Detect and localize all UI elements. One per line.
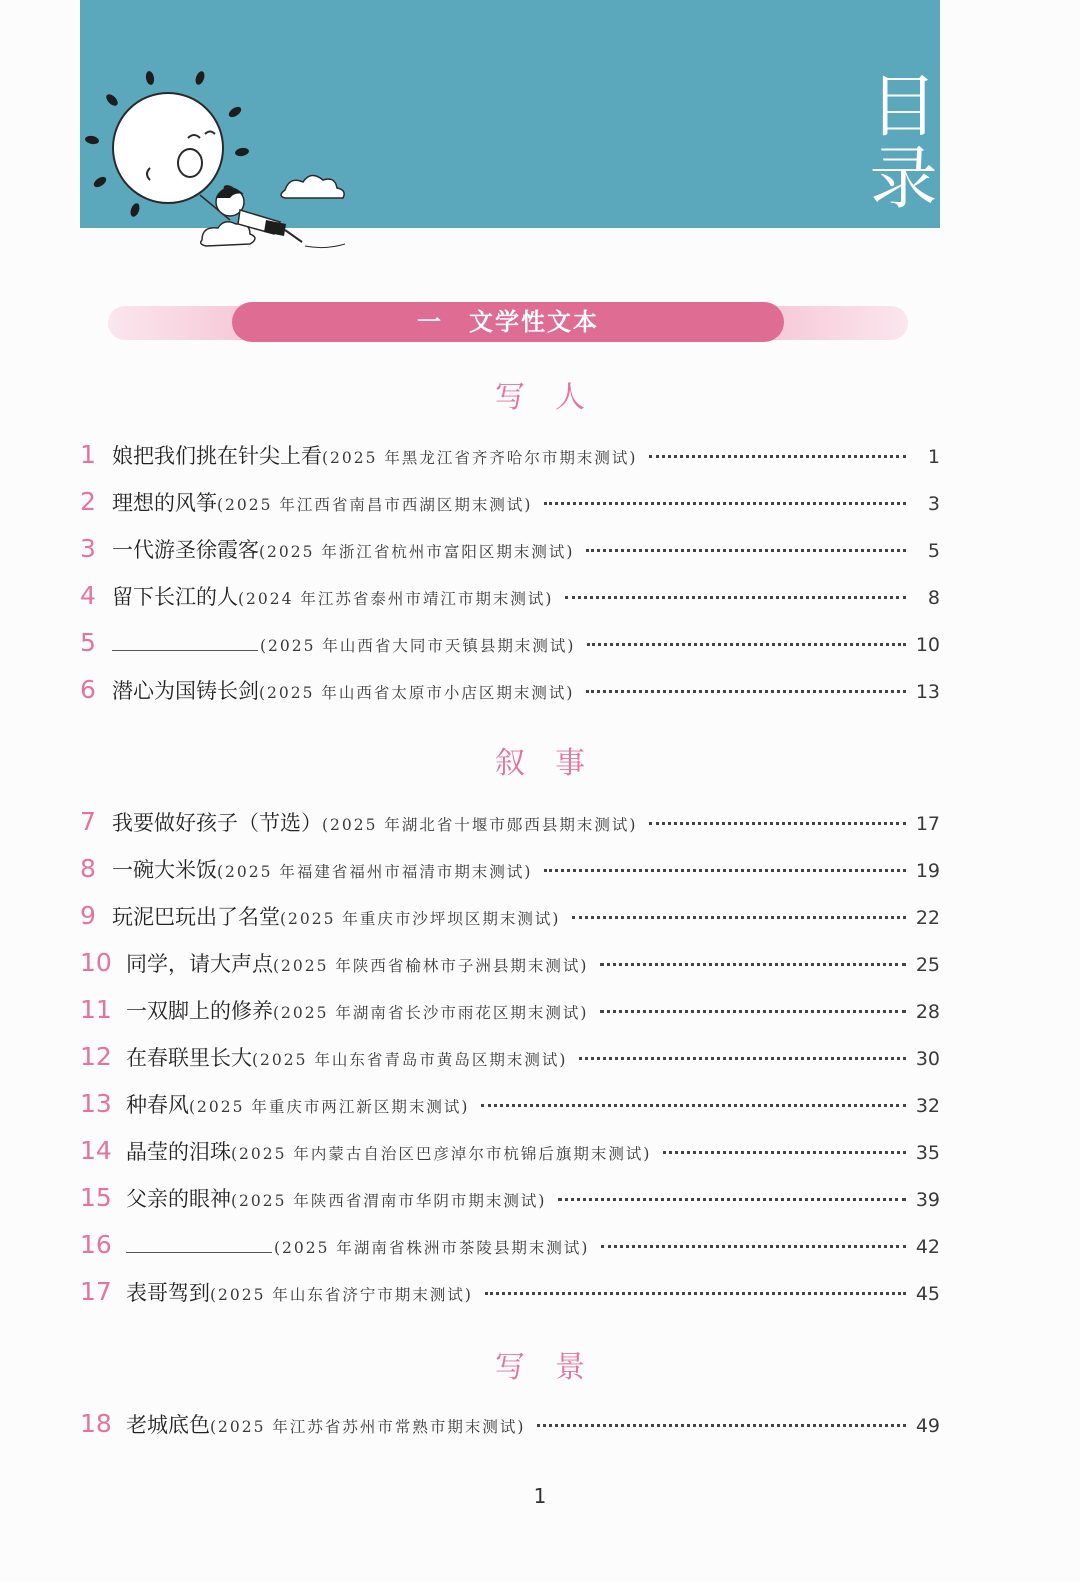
toc-entry[interactable] xyxy=(80,1183,940,1217)
category-heading-xushi: 叙事 xyxy=(495,746,615,781)
entry-title: 同学，请大声点 xyxy=(126,952,273,976)
leader-dots xyxy=(537,1424,906,1427)
leader-dots xyxy=(572,916,906,919)
category-heading-xiejing: 写景 xyxy=(495,1350,615,1385)
toc-entry[interactable] xyxy=(80,1230,940,1264)
entry-page: 25 xyxy=(915,954,940,976)
toc-entry[interactable] xyxy=(80,581,940,615)
entry-number: 14 xyxy=(80,1136,112,1165)
entry-number: 8 xyxy=(80,854,96,883)
entry-source: (2025 年黑龙江省齐齐哈尔市期末测试) xyxy=(322,449,638,467)
entry-source: (2025 年山西省大同市天镇县期末测试) xyxy=(260,637,576,655)
entry-source: (2025 年江西省南昌市西湖区期末测试) xyxy=(217,496,533,514)
page-number: 1 xyxy=(533,1484,547,1508)
entry-number: 1 xyxy=(80,440,96,469)
entry-source: (2025 年湖南省株洲市茶陵县期末测试) xyxy=(274,1239,590,1257)
entry-number: 16 xyxy=(80,1230,112,1259)
entry-source: (2025 年山东省青岛市黄岛区期末测试) xyxy=(252,1051,568,1069)
entry-page: 10 xyxy=(915,634,940,656)
category-heading-xieren: 写人 xyxy=(495,380,615,415)
entry-source: (2025 年陕西省渭南市华阴市期末测试) xyxy=(231,1192,547,1210)
entry-source: (2025 年山东省济宁市期末测试) xyxy=(210,1286,473,1304)
entry-number: 10 xyxy=(80,948,112,977)
section-title: 一 文学性文本 xyxy=(232,302,784,342)
title-blank-line[interactable] xyxy=(126,1230,272,1253)
entry-source: (2025 年湖北省十堰市郧西县期末测试) xyxy=(322,816,638,834)
toc-entry[interactable] xyxy=(80,901,940,935)
entry-title: 晶莹的泪珠 xyxy=(126,1140,231,1164)
entry-title: 我要做好孩子（节选） xyxy=(112,811,322,835)
toc-entry[interactable] xyxy=(80,807,940,841)
toc-entry[interactable] xyxy=(80,628,940,662)
leader-dots xyxy=(600,1010,906,1013)
entry-source: (2025 年浙江省杭州市富阳区期末测试) xyxy=(259,543,575,561)
entry-source: (2025 年山西省太原市小店区期末测试) xyxy=(259,684,575,702)
leader-dots xyxy=(586,690,906,693)
entry-number: 2 xyxy=(80,487,96,516)
entry-number: 3 xyxy=(80,534,96,563)
section-banner xyxy=(108,302,908,344)
entry-number: 18 xyxy=(80,1409,112,1438)
entry-source: (2025 年内蒙古自治区巴彦淖尔市杭锦后旗期末测试) xyxy=(231,1145,652,1163)
leader-dots xyxy=(586,549,906,552)
entry-page: 1 xyxy=(927,446,940,468)
toc-entry[interactable] xyxy=(80,854,940,888)
entry-title: 一双脚上的修养 xyxy=(126,999,273,1023)
sun-child-illustration xyxy=(80,60,370,260)
leader-dots xyxy=(663,1151,906,1154)
entry-number: 6 xyxy=(80,675,96,704)
entry-title: 理想的风筝 xyxy=(112,491,217,515)
entry-title: 父亲的眼神 xyxy=(126,1187,231,1211)
leader-dots xyxy=(600,963,906,966)
entry-page: 45 xyxy=(915,1283,940,1305)
entry-title: 娘把我们挑在针尖上看 xyxy=(112,444,322,468)
entry-page: 28 xyxy=(915,1001,940,1023)
leader-dots xyxy=(579,1057,906,1060)
entry-source: (2025 年重庆市两江新区期末测试) xyxy=(189,1098,470,1116)
entry-title: 在春联里长大 xyxy=(126,1046,252,1070)
leader-dots xyxy=(601,1245,906,1248)
entry-source: (2025 年福建省福州市福清市期末测试) xyxy=(217,863,533,881)
toc-entry[interactable] xyxy=(80,440,940,474)
entry-title: 一碗大米饭 xyxy=(112,858,217,882)
toc-entry[interactable] xyxy=(80,1409,940,1443)
entry-source: (2024 年江苏省泰州市靖江市期末测试) xyxy=(238,590,554,608)
page-title: 目录 xyxy=(858,70,937,214)
toc-entry[interactable] xyxy=(80,534,940,568)
leader-dots xyxy=(485,1292,906,1295)
entry-number: 13 xyxy=(80,1089,112,1118)
entry-title: 一代游圣徐霞客 xyxy=(112,538,259,562)
entry-title: 玩泥巴玩出了名堂 xyxy=(112,905,280,929)
toc-entry[interactable] xyxy=(80,1136,940,1170)
entry-number: 9 xyxy=(80,901,96,930)
entry-page: 39 xyxy=(915,1189,940,1211)
entry-source: (2025 年陕西省榆林市子洲县期末测试) xyxy=(273,957,589,975)
leader-dots xyxy=(481,1104,906,1107)
entry-page: 19 xyxy=(915,860,940,882)
entry-page: 22 xyxy=(915,907,940,929)
toc-entry[interactable] xyxy=(80,487,940,521)
entry-page: 49 xyxy=(915,1415,940,1437)
toc-entry[interactable] xyxy=(80,995,940,1029)
entry-source: (2025 年湖南省长沙市雨花区期末测试) xyxy=(273,1004,589,1022)
entry-number: 17 xyxy=(80,1277,112,1306)
entry-number: 15 xyxy=(80,1183,112,1212)
entry-number: 5 xyxy=(80,628,96,657)
entry-source: (2025 年重庆市沙坪坝区期末测试) xyxy=(280,910,561,928)
entry-title: 潜心为国铸长剑 xyxy=(112,679,259,703)
entry-page: 30 xyxy=(915,1048,940,1070)
entry-title: 表哥驾到 xyxy=(126,1281,210,1305)
leader-dots xyxy=(544,502,906,505)
toc-entry[interactable] xyxy=(80,1089,940,1123)
entry-page: 35 xyxy=(915,1142,940,1164)
entry-page: 32 xyxy=(915,1095,940,1117)
entry-source: (2025 年江苏省苏州市常熟市期末测试) xyxy=(210,1418,526,1436)
entry-number: 7 xyxy=(80,807,96,836)
toc-entry[interactable] xyxy=(80,948,940,982)
toc-entry[interactable] xyxy=(80,1042,940,1076)
sun-face-icon xyxy=(113,93,223,203)
entry-title: 留下长江的人 xyxy=(112,585,238,609)
entry-page: 13 xyxy=(915,681,940,703)
leader-dots xyxy=(565,596,906,599)
entry-number: 4 xyxy=(80,581,96,610)
entry-title: 老城底色 xyxy=(126,1413,210,1437)
toc-entry[interactable] xyxy=(80,1277,940,1311)
entry-page: 42 xyxy=(915,1236,940,1258)
entry-page: 3 xyxy=(927,493,940,515)
leader-dots xyxy=(544,869,906,872)
entry-number: 11 xyxy=(80,995,112,1024)
toc-entry[interactable] xyxy=(80,675,940,709)
entry-page: 17 xyxy=(915,813,940,835)
entry-number: 12 xyxy=(80,1042,112,1071)
leader-dots xyxy=(649,822,906,825)
entry-title: 种春风 xyxy=(126,1093,189,1117)
title-blank-line[interactable] xyxy=(112,628,258,651)
leader-dots xyxy=(587,643,906,646)
entry-page: 5 xyxy=(927,540,940,562)
entry-page: 8 xyxy=(927,587,940,609)
leader-dots xyxy=(558,1198,906,1201)
leader-dots xyxy=(649,455,906,458)
